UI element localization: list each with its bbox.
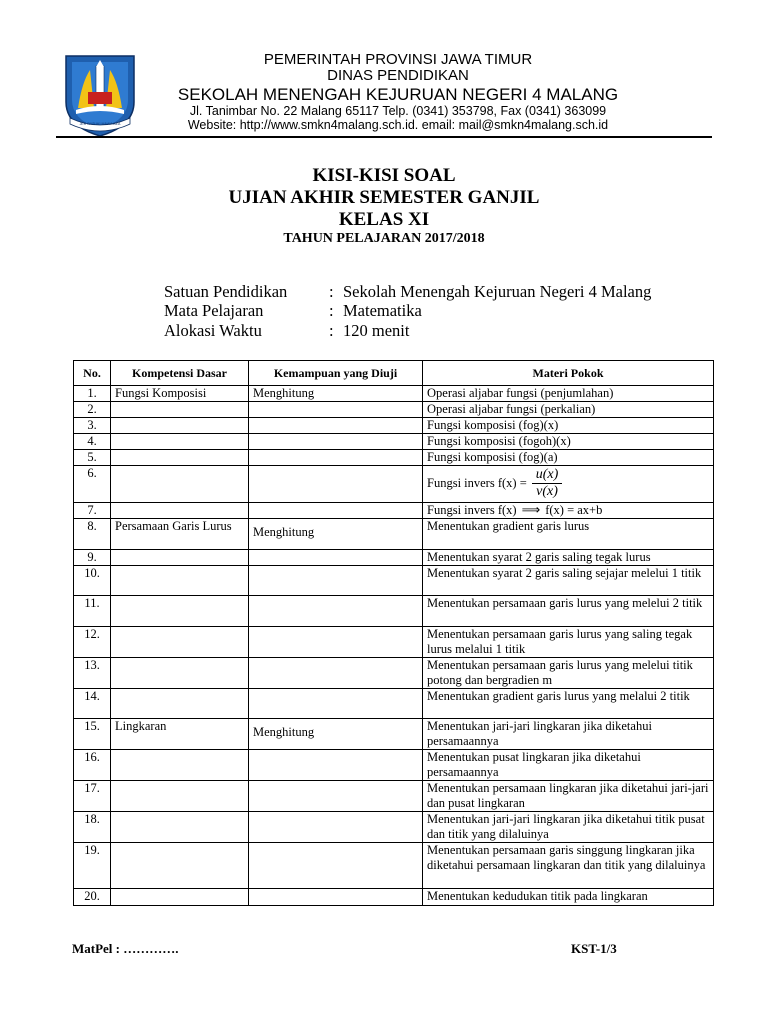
materi-pokok-cell: [423, 466, 714, 503]
materi-pokok-cell: [423, 627, 714, 658]
materi-text: Fungsi komposisi (fog)(a): [427, 450, 558, 464]
fraction: [532, 467, 563, 500]
document-title: KISI-KISI SOAL: [312, 165, 456, 186]
materi-text: Menentukan persamaan lingkaran jika diketahui jari-jari dan pusat lingkaran: [427, 781, 709, 810]
materi-text-tail: f(x) = ax+b: [545, 503, 603, 517]
row-number: 13.: [74, 658, 111, 689]
info-value: Sekolah Menengah Kejuruan Negeri 4 Malang: [343, 282, 652, 301]
logo-motto-text: JER BASUKI MAWA BEA: [79, 122, 121, 126]
materi-pokok-cell: [423, 434, 714, 450]
materi-pokok-cell: [423, 519, 714, 550]
kompetensi-dasar-cell: Fungsi Komposisi: [111, 386, 249, 402]
kemampuan-cell: [249, 658, 423, 689]
kemampuan-text: Menghitung: [253, 725, 315, 739]
materi-text: Menentukan jari-jari lingkaran jika diketahui titik pusat dan titik yang dilaluinya: [427, 812, 705, 841]
materi-text: Menentukan kedudukan titik pada lingkaran: [427, 889, 648, 903]
kemampuan-text: Menghitung: [253, 525, 315, 539]
row-number: 12.: [74, 627, 111, 658]
info-value: Matematika: [343, 301, 422, 320]
table-row: [74, 519, 714, 550]
materi-text: Fungsi invers f(x): [427, 503, 517, 517]
materi-pokok-cell: [423, 418, 714, 434]
materi-pokok-cell: [423, 596, 714, 627]
kompetensi-dasar-cell: Lingkaran: [111, 719, 249, 750]
info-label: Satuan Pendidikan: [164, 282, 288, 301]
table-row: [74, 402, 714, 418]
table-row: [74, 550, 714, 566]
kemampuan-cell: [249, 689, 423, 719]
class-name: KELAS XI: [338, 209, 430, 230]
kemampuan-cell: [249, 719, 423, 750]
row-number: 5.: [74, 450, 111, 466]
kemampuan-cell: [249, 843, 423, 889]
row-number: 19.: [74, 843, 111, 889]
table-row: [74, 750, 714, 781]
materi-pokok-cell: [423, 566, 714, 596]
row-number: 3.: [74, 418, 111, 434]
kemampuan-text: Menghitung: [253, 386, 315, 400]
materi-pokok-cell: [423, 719, 714, 750]
materi-text: Menentukan pusat lingkaran jika diketahui persamaannya: [427, 750, 641, 779]
kemampuan-cell: [249, 750, 423, 781]
materi-text: Menentukan gradient garis lurus yang melalui 2 titik: [427, 689, 690, 703]
materi-pokok-cell: [423, 402, 714, 418]
materi-pokok-cell: [423, 658, 714, 689]
table-row: [74, 889, 714, 906]
provincial-emblem-logo: [60, 52, 140, 138]
header-materi-pokok: Materi Pokok: [423, 361, 714, 386]
kompetensi-dasar-cell: [111, 750, 249, 781]
kompetensi-dasar-cell: [111, 889, 249, 906]
materi-pokok-cell: [423, 750, 714, 781]
table-row: [74, 466, 714, 503]
kompetensi-dasar-cell: [111, 596, 249, 627]
table-header-row: [74, 361, 714, 386]
materi-text: Operasi aljabar fungsi (penjumlahan): [427, 386, 614, 400]
row-number: 7.: [74, 503, 111, 519]
kemampuan-cell: [249, 550, 423, 566]
row-number: 9.: [74, 550, 111, 566]
table-row: [74, 781, 714, 812]
materi-text: Menentukan gradient garis lurus: [427, 519, 590, 533]
kompetensi-dasar-cell: [111, 466, 249, 503]
table-row: [74, 689, 714, 719]
info-colon: :: [329, 321, 334, 340]
table-row: [74, 386, 714, 402]
table-row: [74, 843, 714, 889]
table-row: [74, 658, 714, 689]
table-row: [74, 503, 714, 519]
table-row: [74, 566, 714, 596]
implies-arrow-icon: ⟹: [521, 503, 541, 518]
letterhead-divider: [56, 136, 712, 138]
info-label: Mata Pelajaran: [164, 301, 264, 320]
kemampuan-cell: [249, 627, 423, 658]
school-address: Jl. Tanimbar No. 22 Malang 65117 Telp. (0341) 353798, Fax (0341) 363099: [189, 104, 607, 118]
materi-text: Fungsi invers f(x) =: [427, 476, 527, 490]
inverse-function-formula: [427, 467, 709, 502]
row-number: 18.: [74, 812, 111, 843]
kompetensi-dasar-cell: [111, 402, 249, 418]
kompetensi-dasar-cell: [111, 450, 249, 466]
exam-name: UJIAN AKHIR SEMESTER GANJIL: [228, 187, 540, 208]
info-colon: :: [329, 282, 334, 301]
materi-text: Menentukan persamaan garis singgung lingkaran jika diketahui persamaan lingkaran dan titik yang dilaluinya: [427, 843, 706, 872]
kemampuan-cell: [249, 418, 423, 434]
kompetensi-dasar-cell: [111, 843, 249, 889]
table-row: [74, 450, 714, 466]
row-number: 15.: [74, 719, 111, 750]
info-value: 120 menit: [343, 321, 410, 340]
academic-year: TAHUN PELAJARAN 2017/2018: [283, 231, 485, 246]
materi-text: Operasi aljabar fungsi (perkalian): [427, 402, 596, 416]
row-number: 2.: [74, 402, 111, 418]
materi-pokok-cell: [423, 386, 714, 402]
materi-text: Menentukan syarat 2 garis saling sejajar melelui 1 titik: [427, 566, 702, 580]
kemampuan-cell: [249, 450, 423, 466]
header-no: No.: [74, 361, 111, 386]
kemampuan-cell: [249, 402, 423, 418]
kompetensi-dasar-cell: [111, 627, 249, 658]
row-number: 11.: [74, 596, 111, 627]
row-number: 6.: [74, 466, 111, 503]
materi-pokok-cell: [423, 689, 714, 719]
kompetensi-dasar-cell: [111, 689, 249, 719]
footer-page-code: KST-1/3: [571, 941, 617, 956]
school-name: SEKOLAH MENENGAH KEJURUAN NEGERI 4 MALANG: [177, 85, 619, 104]
info-label: Alokasi Waktu: [164, 321, 262, 340]
materi-text: Fungsi komposisi (fog)(x): [427, 418, 559, 432]
school-website: Website: http://www.smkn4malang.sch.id. email: mail@smkn4malang.sch.id: [187, 118, 609, 132]
kemampuan-cell: [249, 781, 423, 812]
materi-pokok-cell: [423, 550, 714, 566]
table-row: [74, 596, 714, 627]
government-name: PEMERINTAH PROVINSI JAWA TIMUR: [263, 51, 533, 68]
materi-pokok-cell: [423, 450, 714, 466]
kemampuan-cell: [249, 434, 423, 450]
materi-pokok-cell: [423, 503, 714, 519]
row-number: 10.: [74, 566, 111, 596]
kisi-kisi-table: [73, 360, 714, 906]
materi-text: Menentukan syarat 2 garis saling tegak lurus: [427, 550, 651, 564]
kemampuan-cell: [249, 503, 423, 519]
kemampuan-cell: [249, 596, 423, 627]
header-kompetensi-dasar: Kompetensi Dasar: [111, 361, 249, 386]
row-number: 14.: [74, 689, 111, 719]
materi-pokok-cell: [423, 843, 714, 889]
footer-matpel: MatPel : ………….: [72, 941, 179, 956]
materi-pokok-cell: [423, 781, 714, 812]
table-row: [74, 434, 714, 450]
info-colon: :: [329, 301, 334, 320]
table-row: [74, 627, 714, 658]
department-name: DINAS PENDIDIKAN: [327, 67, 469, 84]
kompetensi-dasar-cell: [111, 550, 249, 566]
materi-text: Menentukan persamaan garis lurus yang melelui titik potong dan bergradien m: [427, 658, 693, 687]
kemampuan-cell: [249, 386, 423, 402]
kompetensi-dasar-cell: [111, 781, 249, 812]
kemampuan-cell: [249, 812, 423, 843]
materi-text: Menentukan persamaan garis lurus yang melelui 2 titik: [427, 596, 703, 610]
kompetensi-dasar-cell: [111, 658, 249, 689]
table-row: [74, 812, 714, 843]
kemampuan-cell: [249, 519, 423, 550]
materi-text: Menentukan persamaan garis lurus yang saling tegak lurus melalui 1 titik: [427, 627, 693, 656]
fraction-numerator: u(x): [532, 467, 563, 484]
header-kemampuan: Kemampuan yang Diuji: [249, 361, 423, 386]
row-number: 8.: [74, 519, 111, 550]
kompetensi-dasar-cell: [111, 418, 249, 434]
kompetensi-dasar-cell: [111, 812, 249, 843]
row-number: 16.: [74, 750, 111, 781]
kemampuan-cell: [249, 566, 423, 596]
kompetensi-dasar-cell: [111, 434, 249, 450]
table-row: [74, 418, 714, 434]
materi-text: Menentukan jari-jari lingkaran jika diketahui persamaannya: [427, 719, 652, 748]
materi-text: Fungsi komposisi (fogoh)(x): [427, 434, 571, 448]
kompetensi-dasar-cell: [111, 566, 249, 596]
kemampuan-cell: [249, 466, 423, 503]
kompetensi-dasar-cell: Persamaan Garis Lurus: [111, 519, 249, 550]
row-number: 17.: [74, 781, 111, 812]
row-number: 4.: [74, 434, 111, 450]
kompetensi-dasar-cell: [111, 503, 249, 519]
materi-pokok-cell: [423, 889, 714, 906]
row-number: 1.: [74, 386, 111, 402]
kemampuan-cell: [249, 889, 423, 906]
materi-pokok-cell: [423, 812, 714, 843]
row-number: 20.: [74, 889, 111, 906]
table-row: [74, 719, 714, 750]
fraction-denominator: v(x): [536, 484, 558, 499]
